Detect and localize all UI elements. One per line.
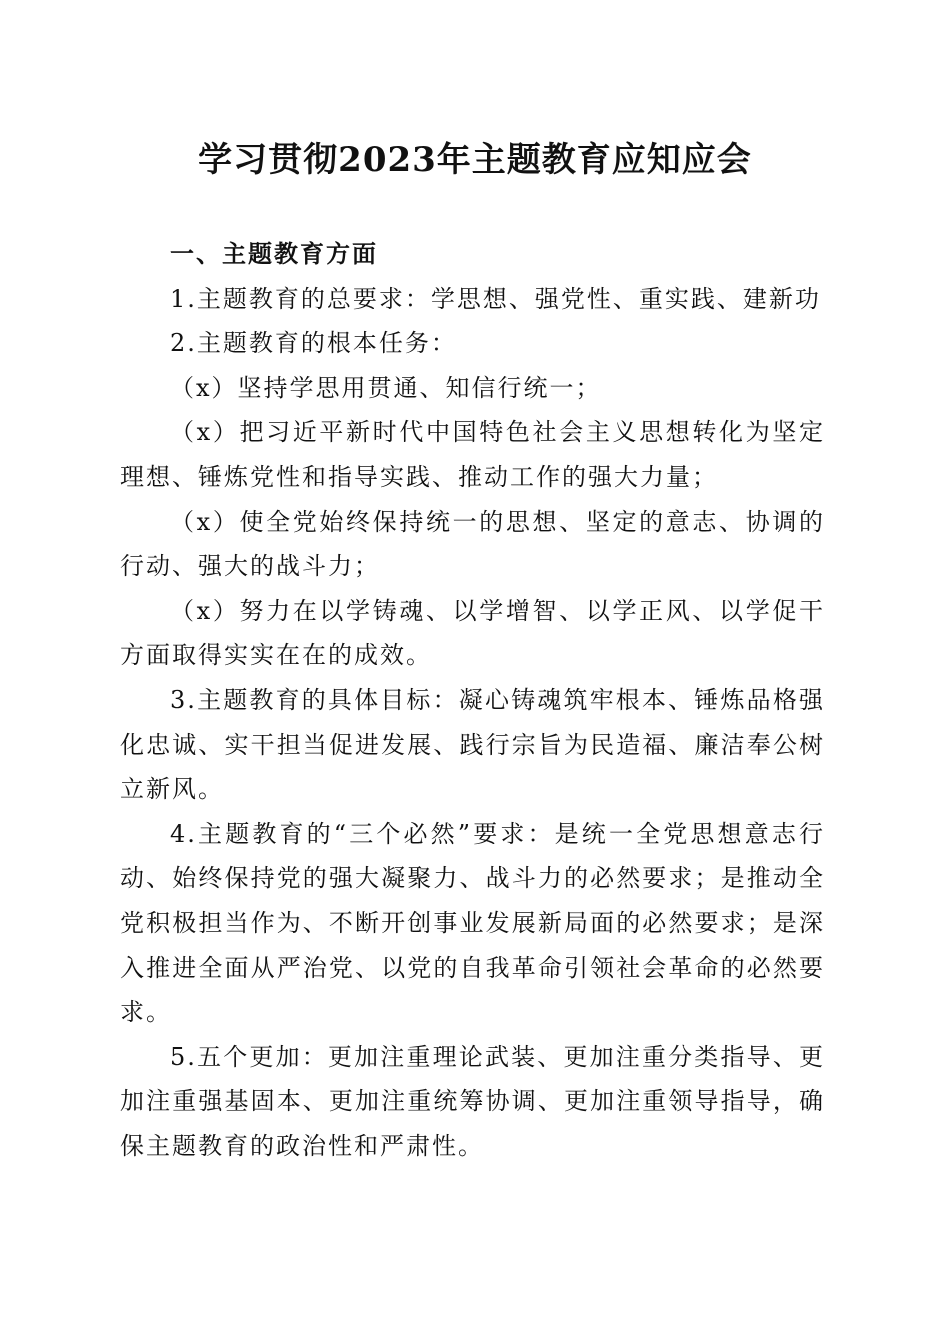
paragraph-task-item-2: （x）把习近平新时代中国特色社会主义思想转化为坚定理想、锤炼党性和指导实践、推动工作的强大力量； (120, 418, 825, 491)
paragraph-task-item-4: （x）努力在以学铸魂、以学增智、以学正风、以学促干方面取得实实在在的成效。 (120, 596, 825, 670)
paragraph-task-item-1: （x）坚持学思用贯通、知信行统一； (170, 373, 602, 402)
paragraph-three-necessities: 4.主题教育的“三个必然”要求：是统一全党思想意志行动、始终保持党的强大凝聚力、战斗力的必然要求；是推动全党积极担当作为、不断开创事业发展新局面的必然要求；是深入推进全面从严治党、以党的自我革命引领社会革命的必然要求。 (120, 819, 825, 1027)
section-heading: 一、主题教育方面 (170, 239, 378, 268)
paragraph-specific-goals: 3.主题教育的具体目标：凝心铸魂筑牢根本、锤炼品格强化忠诚、实干担当促进发展、践行宗旨为民造福、廉洁奉公树立新风。 (120, 685, 825, 804)
document-title: 学习贯彻2023年主题教育应知应会 (198, 140, 752, 180)
paragraph-general-requirement: 1.主题教育的总要求：学思想、强党性、重实践、建新功 (170, 284, 821, 313)
paragraph-fundamental-task: 2.主题教育的根本任务： (170, 329, 457, 358)
paragraph-five-more: 5.五个更加：更加注重理论武装、更加注重分类指导、更加注重强基固本、更加注重统筹协调、更加注重领导指导，确保主题教育的政治性和严肃性。 (120, 1042, 825, 1160)
paragraph-task-item-3: （x）使全党始终保持统一的思想、坚定的意志、协调的行动、强大的战斗力； (120, 507, 825, 581)
document-body (120, 232, 825, 1168)
